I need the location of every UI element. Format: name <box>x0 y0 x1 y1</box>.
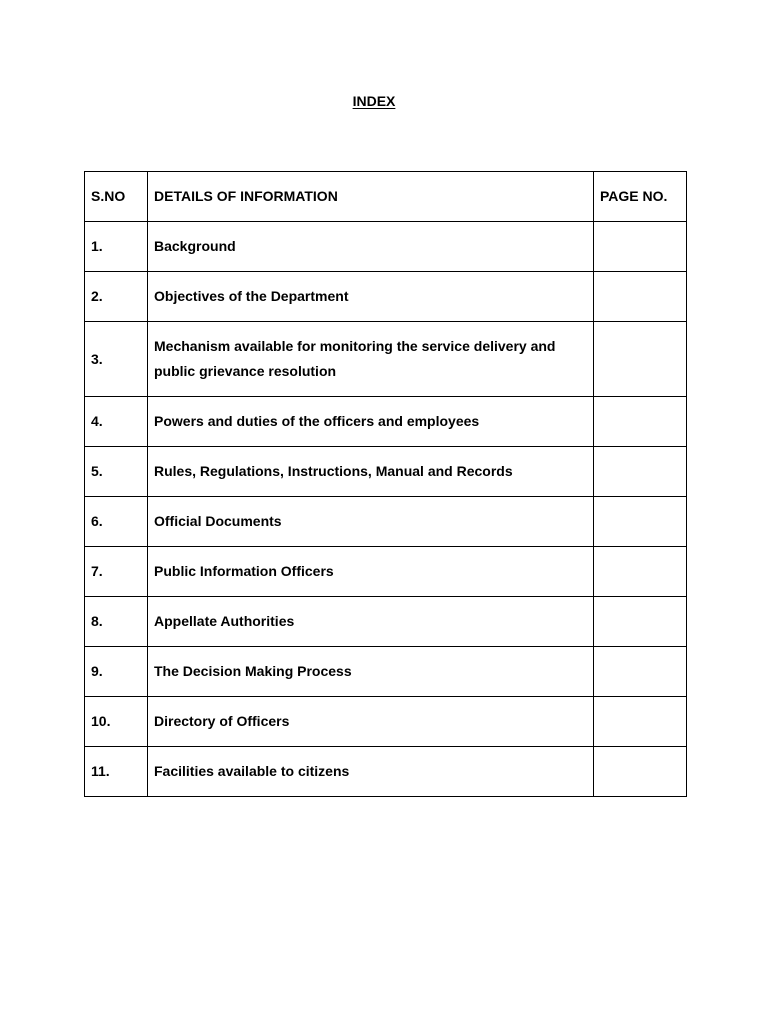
row-page-no <box>594 747 687 797</box>
table-row <box>85 697 687 747</box>
row-page-no <box>594 222 687 272</box>
table-row <box>85 547 687 597</box>
row-sno: 4. <box>85 397 148 447</box>
row-details: Background <box>148 222 594 272</box>
row-details: Official Documents <box>148 497 594 547</box>
row-sno: 10. <box>85 697 148 747</box>
row-page-no <box>594 597 687 647</box>
row-sno: 3. <box>85 322 148 397</box>
table-row <box>85 647 687 697</box>
row-details: Directory of Officers <box>148 697 594 747</box>
table-row <box>85 597 687 647</box>
row-sno: 8. <box>85 597 148 647</box>
table-row <box>85 272 687 322</box>
row-sno: 5. <box>85 447 148 497</box>
table-row <box>85 747 687 797</box>
table-row <box>85 447 687 497</box>
header-page-no: PAGE NO. <box>594 172 687 222</box>
row-sno: 11. <box>85 747 148 797</box>
table-row <box>85 497 687 547</box>
row-details: The Decision Making Process <box>148 647 594 697</box>
row-details: Powers and duties of the officers and employees <box>148 397 594 447</box>
row-details: Mechanism available for monitoring the service delivery and public grievance resolution <box>148 322 594 397</box>
row-page-no <box>594 547 687 597</box>
row-sno: 9. <box>85 647 148 697</box>
row-sno: 2. <box>85 272 148 322</box>
header-sno: S.NO <box>85 172 148 222</box>
row-page-no <box>594 397 687 447</box>
row-page-no <box>594 272 687 322</box>
index-table <box>84 171 687 797</box>
row-details: Public Information Officers <box>148 547 594 597</box>
row-details: Rules, Regulations, Instructions, Manual and Records <box>148 447 594 497</box>
table-row <box>85 397 687 447</box>
row-sno: 1. <box>85 222 148 272</box>
table-row <box>85 322 687 397</box>
row-details: Appellate Authorities <box>148 597 594 647</box>
table-header-row <box>85 172 687 222</box>
row-sno: 7. <box>85 547 148 597</box>
row-details: Objectives of the Department <box>148 272 594 322</box>
table-row <box>85 222 687 272</box>
row-page-no <box>594 322 687 397</box>
row-sno: 6. <box>85 497 148 547</box>
row-page-no <box>594 497 687 547</box>
header-details: DETAILS OF INFORMATION <box>148 172 594 222</box>
row-details: Facilities available to citizens <box>148 747 594 797</box>
row-page-no <box>594 447 687 497</box>
row-page-no <box>594 697 687 747</box>
row-page-no <box>594 647 687 697</box>
page-title: INDEX <box>352 93 396 109</box>
